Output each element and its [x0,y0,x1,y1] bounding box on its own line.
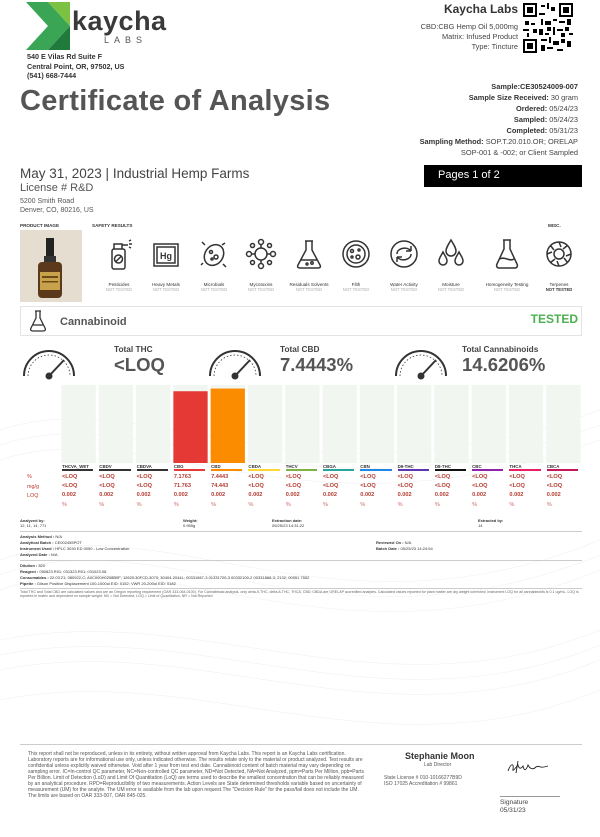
column-color-bar [248,469,279,471]
total-thc-value: <LOQ [114,354,165,375]
cell-unit: % [472,502,478,508]
cell-unit: % [62,502,67,508]
cell-loq: 0.002 [99,492,114,498]
pipette: Pipette : Gilson Positive Displacement 100-1000ul EID: 0152; VWR 20-200ul EID: 0182 [20,581,176,586]
cell-pct: <LOQ [397,474,413,480]
column-header: THCV [285,464,298,469]
state-license: State License # 010-10166277B9D ISO 17025 Accreditation # 99861 [384,775,462,788]
ordered-date: Ordered: 05/24/23 [515,104,578,113]
row-label-loq: LOQ [27,493,39,499]
safety-moisture: Moisture NOT TESTED [426,237,476,292]
safety-mycotoxins: Mycotoxins NOT TESTED [236,237,286,292]
signature-block: Signature 05/31/23 [500,799,529,814]
cell-pct: <LOQ [248,474,264,480]
cell-pct: <LOQ [323,474,339,480]
chart-column-bg [472,385,506,463]
chart-column-bg [546,385,580,463]
safety-filth: Filth NOT TESTED [331,237,381,292]
cell-pct: <LOQ [509,474,525,480]
bar-cbg [173,391,207,463]
chart-column-bg [434,385,468,463]
product-matrix: Matrix: Infused Product [442,32,518,41]
cell-mgg: 71.763 [173,483,191,489]
qr-code-icon[interactable] [523,3,573,53]
product-line: CBD:CBG Hemp Oil 5,000mg [420,22,518,31]
cell-pct: <LOQ [136,474,152,480]
chart-column-bg [509,385,543,463]
weight: Weight: 0.955g [183,518,198,529]
cell-pct: <LOQ [472,474,488,480]
gauge-icon [206,344,264,380]
divider [20,560,582,561]
column-color-bar [509,469,540,471]
spray-bottle-icon [102,237,136,271]
analyzed-date: Analyzed Date : N/A [20,552,58,557]
cannabinoid-status: TESTED [530,312,578,326]
cell-unit: % [546,502,552,508]
column-header: CBDV [99,464,112,469]
chart-column-bg [397,385,431,463]
cell-unit: % [509,502,515,508]
sample-size: Sample Size Received: 30 gram [468,93,578,102]
cell-unit: % [434,502,440,508]
cell-mgg: <LOQ [248,483,264,489]
total-cannabinoids-label: Total Cannabinoids [462,344,539,354]
chart-column-bg [248,385,282,463]
column-header: THCVA_WET [62,464,89,469]
hg-icon [149,237,183,271]
cannabinoid-bar-chart [60,385,582,463]
column-color-bar [286,469,317,471]
brand-name: kaycha [72,6,167,36]
misc-terpenes: Terpenes NOT TESTED [534,237,584,292]
column-color-bar [99,469,130,471]
cell-loq: 0.002 [360,492,375,498]
cell-unit: % [397,502,403,508]
safety-heavy-metals: Hg Heavy Metals NOT TESTED [141,237,191,292]
total-thc-label: Total THC [114,344,153,354]
signature-line [500,796,560,797]
svg-text:Hg: Hg [160,251,172,261]
safety-pesticides: Pesticides NOT TESTED [94,237,144,292]
product-image-header: PRODUCT IMAGE [20,223,60,228]
filth-icon [339,237,373,271]
cell-mgg: <LOQ [99,483,115,489]
gauge-icon [20,344,78,380]
cell-pct: <LOQ [434,474,451,480]
page-indicator: Pages 1 of 2 [424,165,582,187]
cell-loq: 0.002 [434,492,449,498]
column-header: CBDVA [136,464,152,469]
chart-column-bg [62,385,96,463]
cell-loq: 0.002 [136,492,151,498]
cell-unit: % [211,502,217,508]
cell-loq: 0.002 [397,492,412,498]
cannabinoid-flask-icon [28,309,48,333]
client-address: 5200 Smith Road Denver, CO, 80216, US [20,198,94,214]
column-color-bar [174,469,205,471]
cell-mgg: <LOQ [546,483,563,489]
cell-mgg: <LOQ [472,483,488,489]
cell-unit: % [99,502,105,508]
safety-microbials: Microbials NOT TESTED [189,237,239,292]
cell-unit: % [248,502,254,508]
microbe-icon [197,237,231,271]
cell-loq: 0.002 [173,492,188,498]
column-header: CBGA [323,464,336,469]
cell-mgg: <LOQ [323,483,339,489]
calculation-note: Total THC and Total CBD are calculated values and are an Oregon reporting requirement (OAR 333-064-0100). For Cannabinoid analysis, only delta-9-THC, delta-8-THC, THCA, CBD, CBDA are ORELAP accredited analytes. Calculated values reported for plant matter are dry weight corrected; Instrument LOQ for all cannabinoids is 0.1 ug/mL. LOQ is reported in matrix and dependent on sample weight. ND = Not Detected, LOQ = Limit of Quantitation, NR = Not Reported [20,590,579,599]
cell-mgg: <LOQ [285,483,302,489]
signature-image [506,757,550,777]
cell-loq: 0.002 [211,492,226,498]
sample-id: Sample:CE30524009-007 [491,82,578,91]
cell-unit: % [323,502,328,508]
document-title: Certificate of Analysis [20,85,331,117]
total-cannabinoids-value: 14.6206% [462,354,546,375]
product-image [20,230,82,302]
cell-loq: 0.002 [62,492,76,498]
row-label-pct: % [27,474,32,480]
cell-mgg: <LOQ [397,483,413,489]
cell-pct: 7.1763 [173,474,191,480]
cell-loq: 0.002 [248,492,263,498]
column-header: CBD [211,464,221,469]
column-color-bar [398,469,429,471]
cell-pct: 7.4443 [211,474,229,480]
column-color-bar [323,469,354,471]
column-header: CBC [472,464,482,469]
cell-mgg: <LOQ [62,483,78,489]
sampling-method: Sampling Method: SOP.T.20.010.OR; ORELAP [419,137,578,146]
director-name: Stephanie Moon [405,751,475,761]
column-header: D9-THC [397,464,414,469]
instrument-used: Instrument Used : HPLC 3030 ED 0050 - Low Concentration [20,546,130,551]
product-type: Type: Tincture [471,42,518,51]
chart-column-bg [285,385,319,463]
cell-mgg: <LOQ [136,483,152,489]
cannabinoid-label: Cannabinoid [60,316,127,328]
column-color-bar [547,469,578,471]
bar-cbd [211,389,245,463]
dilution: Dilution : 820 [20,563,46,568]
cell-loq: 0.002 [285,492,300,498]
divider [20,588,582,589]
water-activity-icon [387,237,421,271]
director-title: Lab Director [424,762,452,768]
client-header: May 31, 2023 | Industrial Hemp Farms [20,166,250,181]
divider [20,531,582,532]
safety-homogeneity: Homogeneity Testing NOT TESTED [482,237,532,292]
lab-name: Kaycha Labs [443,2,518,16]
cell-loq: 0.002 [472,492,487,498]
chart-column-bg [360,385,394,463]
column-header: CBG [173,464,184,469]
chart-column-bg [323,385,357,463]
completed-date: Completed: 05/31/23 [506,126,578,135]
misc-header: MISC. [548,223,561,228]
reviewed-on: Reviewed On : N/A [376,540,412,545]
column-color-bar [211,469,242,471]
lab-address: 540 E Vilas Rd Suite F Central Point, OR, 97502, US (541) 668-7444 [27,52,125,81]
column-header: D8-THC [434,464,451,469]
cell-mgg: <LOQ [434,483,451,489]
cell-unit: % [360,502,366,508]
consumables: Consumables : 22.03.21; 080922-C; A0C000H0208B0F; 12620.30FCD-3070; 30404-2044L; 00331867-3 01331720-3 00332100-2 00331868-3; 2132; 00551 7552 [20,575,310,580]
column-color-bar [472,469,503,471]
cell-pct: <LOQ [285,474,302,480]
divider [20,744,582,745]
safety-water-activity: Water Activity NOT TESTED [379,237,429,292]
column-header: CBCA [546,464,560,469]
column-header: CBDA [248,464,262,469]
chart-column-bg [136,385,170,463]
cell-unit: % [136,502,142,508]
chart-column-bg [99,385,133,463]
cell-mgg: 74.443 [211,483,229,489]
batch-date: Batch Date : 05/25/23 14:24:54 [376,546,433,551]
client-license: License # R&D [20,182,94,194]
homogeneity-icon [490,237,524,271]
analytical-batch: Analytical Batch : CE002455POT [20,540,82,545]
terpene-icon [542,237,576,271]
column-header: CBN [360,464,370,469]
total-cbd-label: Total CBD [280,344,320,354]
brand-sub: LABS [104,35,148,45]
flask-icon [292,237,326,271]
column-header: THCA [509,464,522,469]
column-color-bar [435,469,466,471]
sampling-method-cont: SOP-001 & -002; or Client Sampled [460,148,578,157]
cell-mgg: <LOQ [509,483,525,489]
cell-unit: % [285,502,291,508]
cell-loq: 0.002 [323,492,337,498]
cell-pct: <LOQ [360,474,376,480]
cell-mgg: <LOQ [360,483,376,489]
cell-loq: 0.002 [509,492,524,498]
row-label-mgg: mg/g [27,484,39,490]
column-color-bar [360,469,391,471]
gauge-icon [392,344,450,380]
cell-loq: 0.002 [546,492,561,498]
extracted-by: Extracted by: 14 [478,518,504,529]
column-color-bar [137,469,168,471]
safety-residual-solvents: Residuals Solvents NOT TESTED [284,237,334,292]
cell-pct: <LOQ [546,474,563,480]
analyzed-by: Analyzed by: 12, 11, 14, 771 [20,518,47,529]
column-color-bar [62,469,93,471]
safety-results-header: SAFETY RESULTS [92,223,133,228]
sampled-date: Sampled: 05/24/23 [513,115,578,124]
cell-pct: <LOQ [99,474,115,480]
cell-pct: <LOQ [62,474,78,480]
mycotoxin-icon [244,237,278,271]
moisture-icon [434,237,468,271]
extraction-date: Extraction date: 05/25/23 14:31:22 [272,518,305,529]
disclaimer: This report shall not be reproduced, unless in its entirety, without written approval from Kaycha Labs. This report is an Kaycha Labs certification. Laboratory reports are for informational use only, unless indicated otherwise. The results relate only to the material or product analyzed. Test results are confidential unless explicitly waived otherwise. Void after 1 year from test end date. Cannabinoid content of batch material may vary depending on sampling error. IC=In-control QC parameter, NC=Non-controlled QC parameter, ND=Not Detected, NA=Not Analyzed, ppm=Parts Per Million, ppb=Parts Per Billion. Limit of Detection (LoD) and Limit Of Quantitation (LoQ) are terms used to describe the smallest concentration that can be reliably measured by an analytical procedure. RPD=Reproducibility of two measurements. Action Levels are State determined thresholds variable based on uncertainty of measurement (UM) for the analyte. The UM error is available from the lab upon request.The "Decision Rule" for the pass/fail does not include the UM. The limits are based on OAR 333-007, OAR 845-025. [28,751,364,799]
total-cbd-value: 7.4443% [280,354,354,375]
reagent: Reagent : 050823.R01; 031323.R01; 031023.08 [20,569,107,574]
analysis-method: Analysis Method : N/A [20,534,63,539]
cell-unit: % [173,502,179,508]
